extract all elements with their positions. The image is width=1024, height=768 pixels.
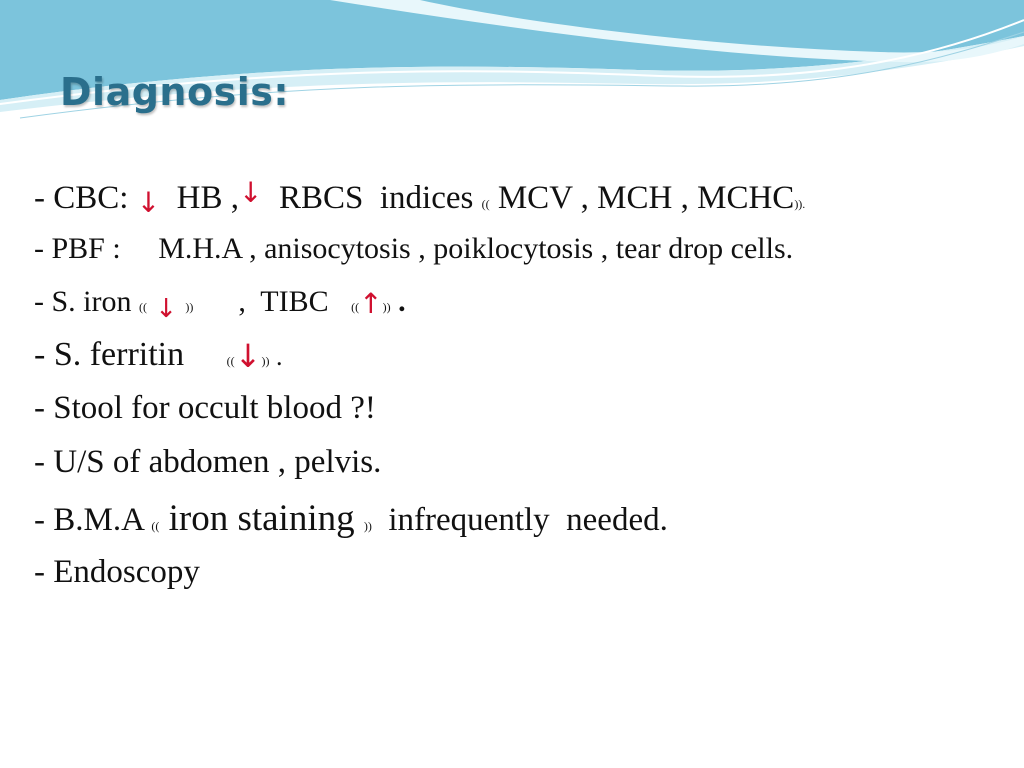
line-stool: - Stool for occult blood ?! bbox=[34, 390, 376, 426]
ferritin-end: . bbox=[269, 342, 283, 371]
arrow-down-icon: ↓ bbox=[147, 294, 186, 324]
line-endoscopy: - Endoscopy bbox=[34, 554, 200, 590]
line-pbf bbox=[34, 234, 793, 264]
line-cbc bbox=[34, 176, 806, 219]
bma-prefix: - B.M.A bbox=[34, 502, 152, 538]
arrow-down-icon: ↓ bbox=[136, 186, 161, 219]
line-ferritin bbox=[34, 336, 283, 375]
iron-end: . bbox=[390, 285, 406, 318]
bma-rest: infrequently needed. bbox=[371, 502, 668, 538]
bma-staining: iron staining bbox=[159, 498, 364, 539]
arrow-up-icon: ↑ bbox=[359, 287, 383, 320]
bma-close-paren: )) bbox=[363, 519, 372, 533]
line-bma bbox=[34, 500, 668, 537]
tibc-close-paren: )) bbox=[382, 300, 391, 314]
arrow-down-icon: ↓ bbox=[234, 337, 262, 375]
line-iron bbox=[34, 285, 406, 324]
cbc-hb: HB , bbox=[160, 180, 240, 216]
cbc-indices: MCV , MCH , MCHC bbox=[489, 180, 795, 216]
ferritin-open-paren: (( bbox=[226, 354, 235, 368]
cbc-close-paren: )). bbox=[794, 197, 806, 211]
cbc-prefix: - CBC: bbox=[34, 180, 137, 216]
tibc-open-paren: (( bbox=[351, 300, 360, 314]
ferritin-prefix: - S. ferritin bbox=[34, 336, 227, 373]
iron-close-paren: )) bbox=[185, 300, 194, 314]
arrow-down-icon: ↓ bbox=[239, 176, 263, 209]
bma-open-paren: (( bbox=[151, 519, 160, 533]
iron-tibc: , TIBC bbox=[193, 285, 352, 318]
cbc-open-paren: (( bbox=[481, 197, 490, 211]
pbf-text: M.H.A , anisocytosis , poiklocytosis , tear drop cells. bbox=[158, 232, 794, 265]
iron-prefix: - S. iron bbox=[34, 285, 139, 318]
ferritin-close-paren: )) bbox=[261, 354, 270, 368]
cbc-rbcs: RBCS indices bbox=[262, 180, 482, 216]
iron-open-paren: (( bbox=[139, 300, 147, 314]
line-us: - U/S of abdomen , pelvis. bbox=[34, 444, 382, 480]
slide-title: Diagnosis: bbox=[60, 70, 290, 114]
pbf-prefix: - PBF : bbox=[34, 232, 159, 265]
